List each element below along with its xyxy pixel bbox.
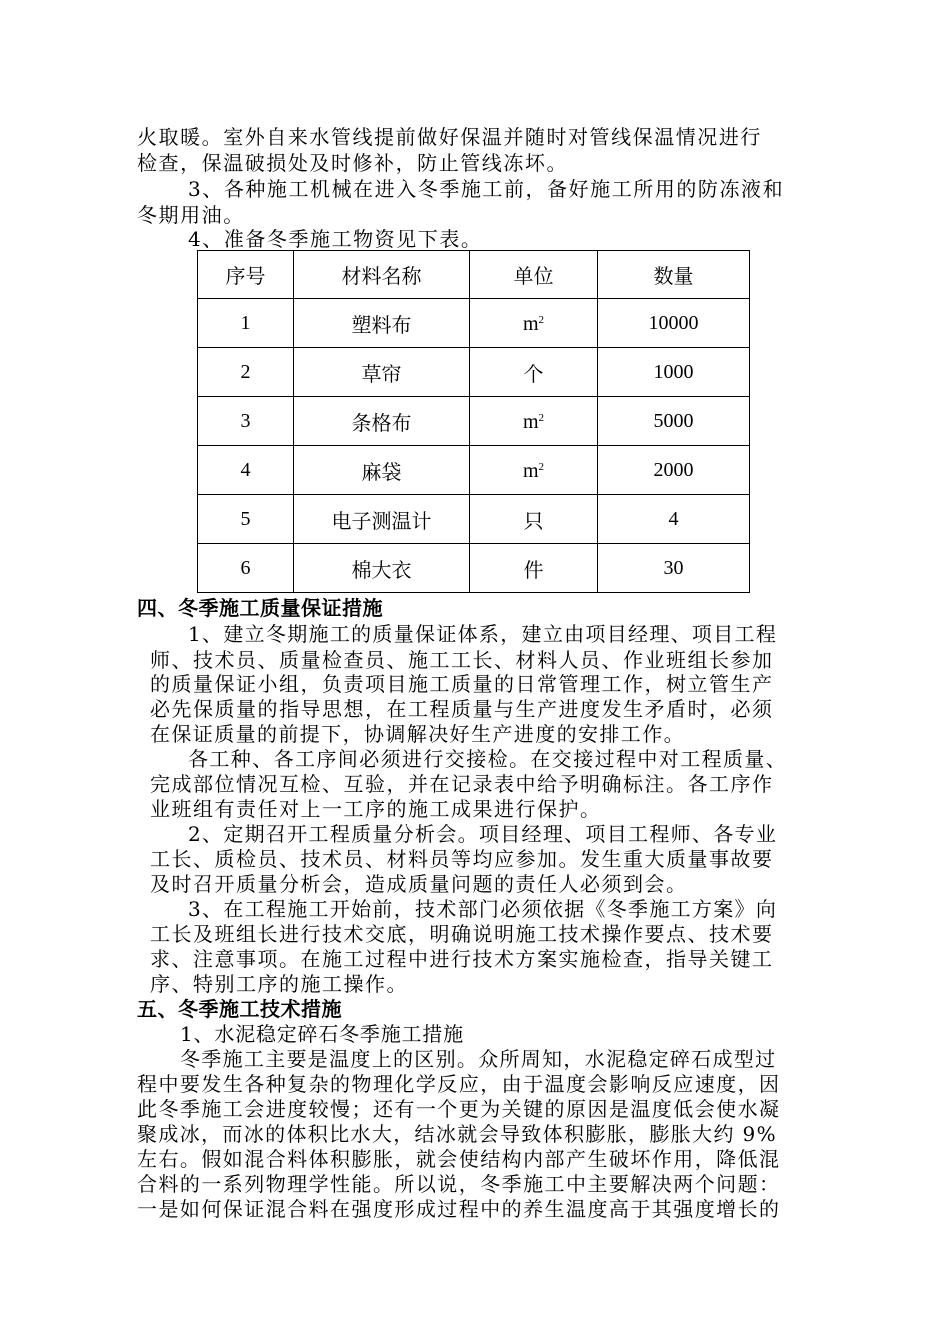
cell-qty: 30 [598,544,750,593]
cell-unit [470,495,598,544]
cell-name: 塑料布 [294,299,470,348]
text-line: 1、水泥稳定碎石冬季施工措施 [180,1022,464,1046]
text-line: 各工种、各工序间必须进行交接检。在交接过程中对工程质量、 [188,747,788,771]
unit-text: 只 [523,508,544,533]
text-line: 合料的一系列物理学性能。所以说，冬季施工中主要解决两个问题： [137,1172,781,1196]
table-row [198,397,750,446]
text-line: 冬期用油。 [137,203,245,227]
cell-no: 4 [198,446,294,495]
text-line: 左右。假如混合料体积膨胀，就会使结构内部产生破坏作用，降低混 [137,1147,781,1171]
text-line: 序、特别工序的施工操作。 [150,972,408,996]
cell-no: 5 [198,495,294,544]
cell-qty: 4 [598,495,750,544]
text-line: 聚成冰，而冰的体积比水大，结冰就会导致体积膨胀，膨胀大约 9% [137,1122,777,1146]
unit-sup: 2 [538,411,545,424]
table-row [198,348,750,397]
text-line: 1、建立冬期施工的质量保证体系，建立由项目经理、项目工程 [188,622,778,646]
section-heading: 五、冬季施工技术措施 [137,997,342,1021]
unit-sup: 2 [538,460,545,473]
cell-unit [470,348,598,397]
unit-sup: 2 [538,313,545,326]
text-line: 及时召开质量分析会，造成质量问题的责任人必须到会。 [150,872,688,896]
table-header-row [198,251,750,299]
header-cell: 材料名称 [294,251,470,299]
unit-text: m [522,312,539,335]
table-row [198,446,750,495]
table-row [198,544,750,593]
text-line: 必先保质量的指导思想，在工程质量与生产进度发生矛盾时，必须 [150,697,774,721]
text-line: 4、准备冬季施工物资见下表。 [188,227,483,251]
cell-name: 条格布 [294,397,470,446]
table-row [198,495,750,544]
text-line: 3、在工程施工开始前，技术部门必须依据《冬季施工方案》向 [188,897,778,921]
text-line: 在保证质量的前提下，协调解决好生产进度的安排工作。 [150,722,685,746]
text-line: 冬季施工主要是温度上的区别。众所周知，水泥稳定碎石成型过 [180,1047,777,1071]
materials-table [197,250,750,593]
cell-no: 1 [198,299,294,348]
text-line: 一是如何保证混合料在强度形成过程中的养生温度高于其强度增长的 [137,1197,781,1221]
text-line: 工长及班组长进行技术交底，明确说明施工技术操作要点、技术要 [150,922,774,946]
text-line: 火取暖。室外自来水管线提前做好保温并随时对管线保温情况进行 [137,125,762,149]
text-line: 此冬季施工会进度较慢；还有一个更为关键的原因是温度低会使水凝 [137,1097,781,1121]
text-line: 检查，保温破损处及时修补，防止管线冻坏。 [137,151,568,175]
text-line: 3、各种施工机械在进入冬季施工前，备好施工所用的防冻液和 [188,177,785,201]
unit-text: 件 [523,557,544,582]
table-row [198,299,750,348]
text-line: 业班组有责任对上一工序的施工成果进行保护。 [150,797,602,821]
cell-qty: 2000 [598,446,750,495]
cell-no: 2 [198,348,294,397]
section-heading: 四、冬季施工质量保证措施 [137,596,383,620]
header-cell: 单位 [470,251,598,299]
header-cell: 数量 [598,251,750,299]
cell-qty: 1000 [598,348,750,397]
text-line: 完成部位情况互检、互验，并在记录表中给予明确标注。各工序作 [150,772,774,796]
header-cell: 序号 [198,251,294,299]
text-line: 求、注意事项。在施工过程中进行技术方案实施检查，指导关键工 [150,947,774,971]
cell-qty: 10000 [598,299,750,348]
cell-no: 3 [198,397,294,446]
text-line: 师、技术员、质量检查员、施工工长、材料人员、作业班组长参加 [150,648,774,672]
cell-unit [470,299,598,348]
cell-name: 电子测温计 [294,495,470,544]
cell-unit [470,397,598,446]
text-line: 2、定期召开工程质量分析会。项目经理、项目工程师、各专业 [188,822,778,846]
text-line: 程中要发生各种复杂的物理化学反应，由于温度会影响反应速度，因 [137,1072,781,1096]
text-line: 工长、质检员、技术员、材料员等均应参加。发生重大质量事故要 [150,847,774,871]
cell-unit [470,446,598,495]
cell-name: 草帘 [294,348,470,397]
cell-unit [470,544,598,593]
unit-text: 个 [523,361,544,386]
unit-text: m [522,410,539,433]
cell-no: 6 [198,544,294,593]
cell-name: 麻袋 [294,446,470,495]
text-line: 的质量保证小组，负责项目施工质量的日常管理工作，树立管生产 [150,672,774,696]
cell-name: 棉大衣 [294,544,470,593]
cell-qty: 5000 [598,397,750,446]
unit-text: m [522,459,539,482]
